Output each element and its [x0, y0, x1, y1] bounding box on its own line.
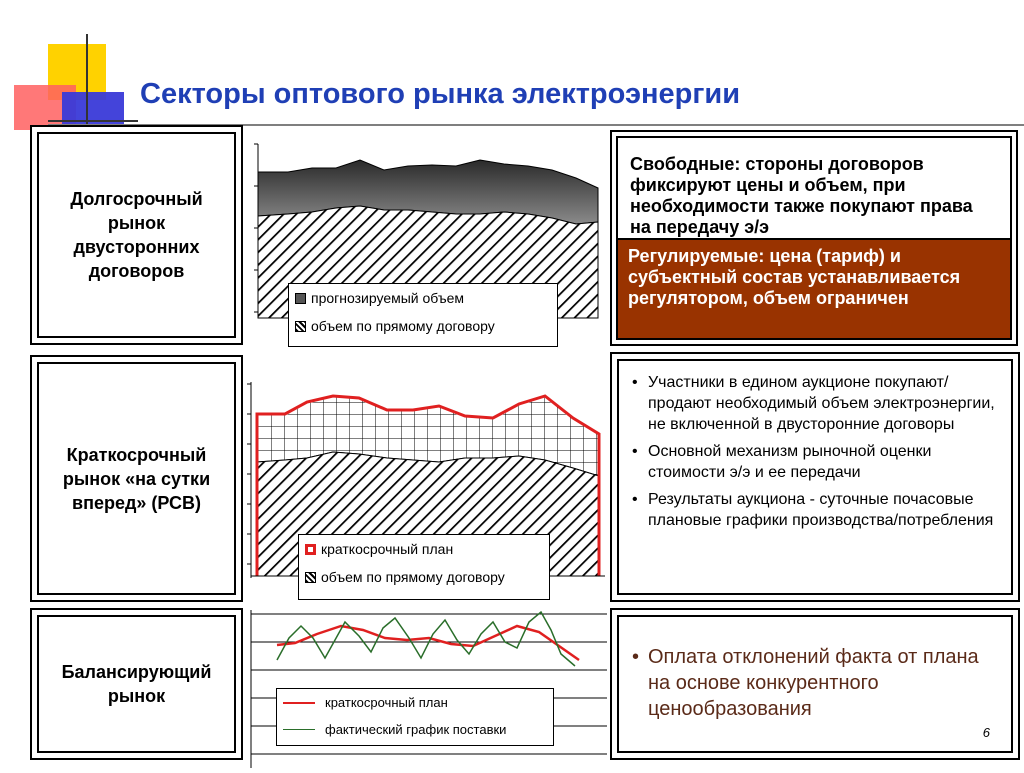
- legend-swatch-forecast: [295, 293, 306, 304]
- free-contracts-panel: [616, 136, 1012, 240]
- short-term-market-label: Краткосрочный рынок «на сутки вперед» (РСВ): [62, 444, 211, 513]
- slide-number: 6: [982, 725, 990, 740]
- balancing-legend: [276, 688, 554, 746]
- balancing-description-box: [610, 608, 1020, 760]
- legend-label-direct-contract: объем по прямому договору: [311, 318, 495, 334]
- legend-item-short-plan: [299, 535, 549, 563]
- regulated-contracts-panel: [616, 238, 1012, 340]
- legend-item-actual-delivery: [277, 716, 553, 743]
- legend-label-actual-delivery: фактический график поставки: [325, 722, 507, 737]
- legend-item-direct-contract: [299, 563, 549, 591]
- bullet-item: • Результаты аукциона - суточные почасовые плановые графики производства/потребления: [626, 489, 1002, 531]
- legend-label-short-plan: краткосрочный план: [321, 541, 454, 557]
- legend-swatch-short-plan: [305, 544, 316, 555]
- short-term-market-label-box: [30, 355, 243, 602]
- legend-label-short-plan: краткосрочный план: [325, 695, 448, 710]
- logo-horizontal-line: [48, 120, 138, 122]
- balancing-market-label: Балансирующий рынок: [61, 662, 212, 706]
- long-term-market-label-box: [30, 125, 243, 345]
- legend-line-actual-delivery: [283, 729, 315, 730]
- page-title: Секторы оптового рынка электроэнергии: [140, 78, 741, 110]
- short-term-bullets: [626, 372, 1002, 537]
- legend-line-short-plan: [283, 702, 315, 704]
- short-term-description-box: [610, 352, 1020, 602]
- legend-label-forecast: прогнозируемый объем: [311, 290, 465, 306]
- balancing-bullets: [626, 644, 1004, 728]
- legend-item-forecast: [289, 284, 557, 312]
- legend-item-short-plan: [277, 689, 553, 716]
- long-term-legend: [288, 283, 558, 347]
- short-term-legend: [298, 534, 550, 600]
- regulated-contracts-text: Регулируемые: цена (тариф) и субъектный состав устанавливается регулятором, объем ограничен: [628, 246, 961, 308]
- legend-swatch-direct-contract: [295, 321, 306, 332]
- balancing-market-label-box: [30, 608, 243, 760]
- legend-label-direct-contract: объем по прямому договору: [321, 569, 505, 585]
- y-ticks: [254, 144, 258, 312]
- legend-item-direct-contract: [289, 312, 557, 340]
- bullet-item: • Основной механизм рыночной оценки стоимости э/э и ее передачи: [626, 441, 1002, 483]
- bullet-item: • Участники в едином аукционе покупают/продают необходимый объем электроэнергии, не включенной в двусторонние договоры: [626, 372, 1002, 435]
- legend-swatch-direct-contract: [305, 572, 316, 583]
- bullet-item: • Оплата отклонений факта от плана на основе конкурентного ценообразования: [626, 644, 1004, 722]
- contracts-description-box: [610, 130, 1018, 346]
- y-ticks: [247, 384, 251, 564]
- long-term-market-label: Долгосрочный рынок двусторонних договоров: [70, 189, 203, 281]
- free-contracts-text: Свободные: стороны договоров фиксируют цены и объем, при необходимости также покупают права на передачу э/э: [630, 154, 973, 237]
